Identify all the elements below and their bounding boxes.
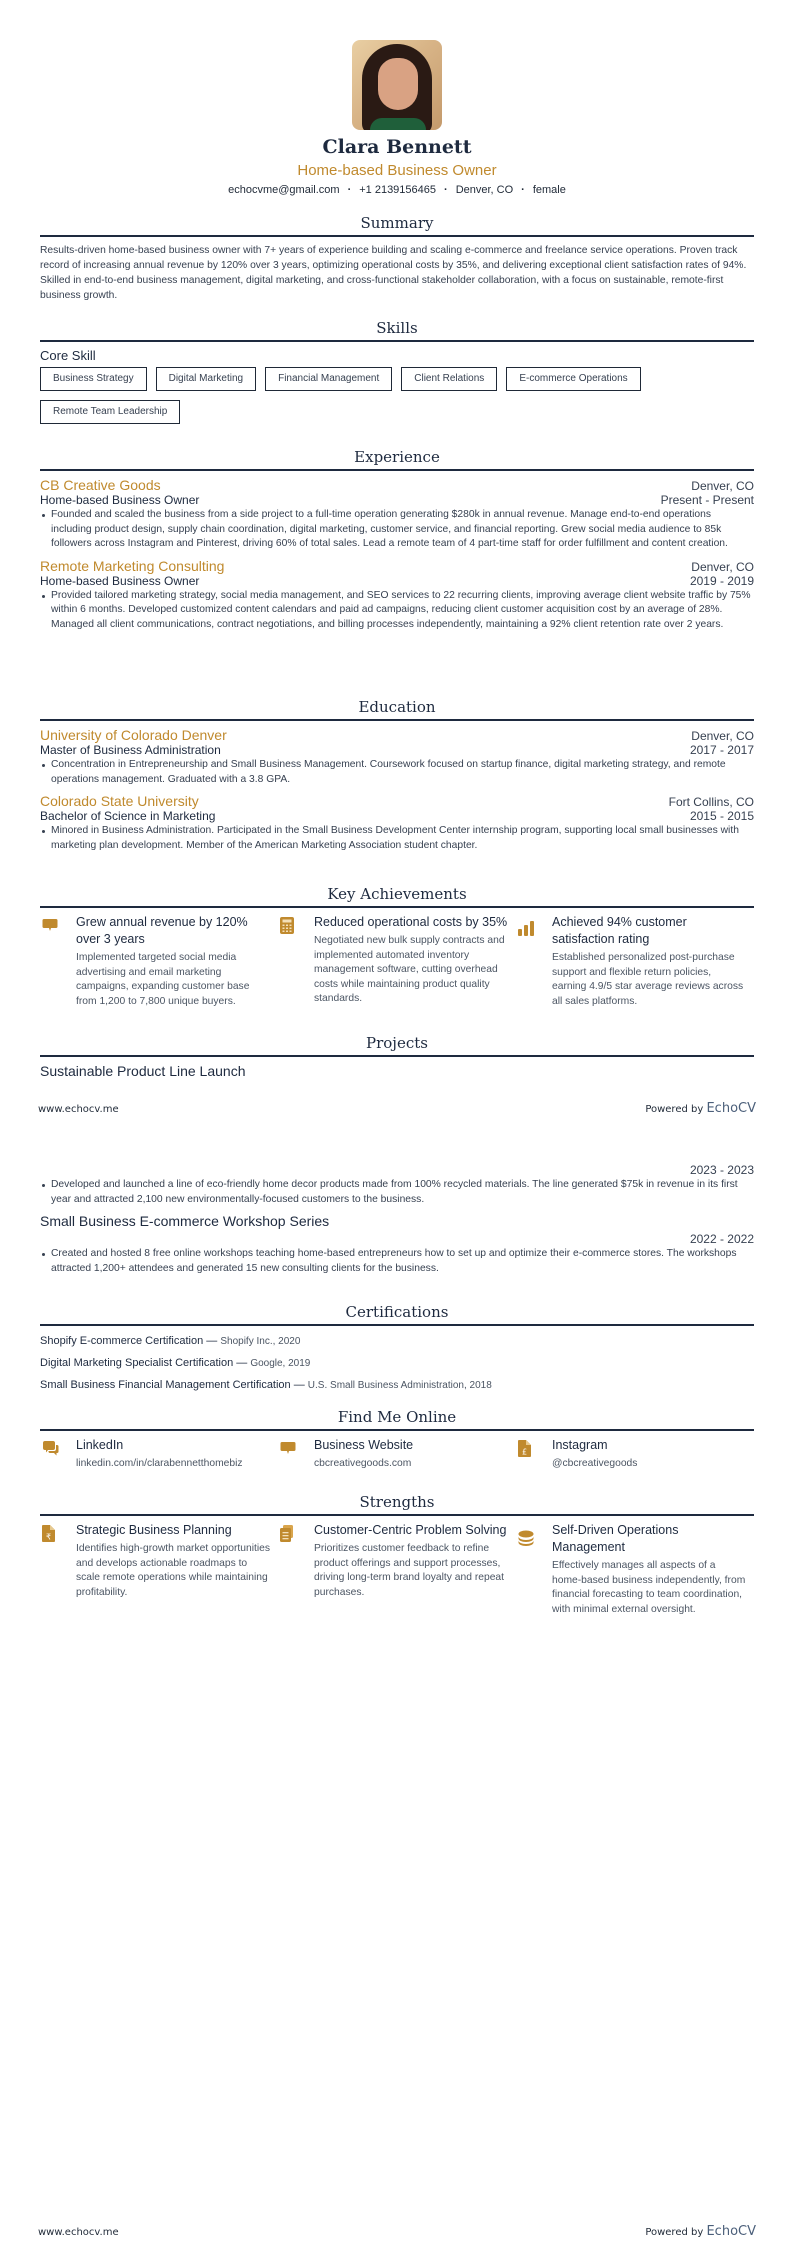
entry-location: Denver, CO bbox=[691, 479, 754, 493]
svg-text:₹: ₹ bbox=[45, 1532, 52, 1542]
cert-issuer: U.S. Small Business Administration, 2018 bbox=[307, 1380, 492, 1391]
entry-location: Denver, CO bbox=[691, 729, 754, 743]
separator-dash: — bbox=[293, 1379, 305, 1391]
skills-section bbox=[40, 319, 754, 424]
online-link-value[interactable]: linkedin.com/in/clarabennetthomebiz bbox=[76, 1458, 243, 1469]
skill-chip: Financial Management bbox=[265, 367, 392, 391]
online-link-item[interactable] bbox=[40, 1437, 278, 1472]
footer-site-link[interactable]: www.echocv.me bbox=[38, 1104, 119, 1115]
strength-desc: Prioritizes customer feedback to refine product offerings and support processes, driving long-term brand loyalty and repeat purchases. bbox=[314, 1543, 505, 1598]
contact-email[interactable]: echocvme@gmail.com bbox=[228, 184, 340, 196]
online-link-item[interactable] bbox=[516, 1437, 754, 1472]
bar-chart-icon bbox=[516, 914, 552, 1009]
strength-title: Customer-Centric Problem Solving bbox=[314, 1523, 507, 1537]
pound-file-icon bbox=[516, 1437, 552, 1472]
contact-location: Denver, CO bbox=[455, 184, 514, 196]
chat-bubbles-icon bbox=[40, 1437, 76, 1472]
online-link-label: Business Website bbox=[314, 1438, 414, 1452]
profile-photo bbox=[352, 40, 442, 130]
entry-bullet: Developed and launched a line of eco-friendly home decor products made from 100% recycled materials. The line generated $75k in revenue in its first year and attracted 2,100 new environmentally-focused customers to the business. bbox=[40, 1178, 754, 1207]
skill-chips bbox=[40, 367, 754, 424]
section-heading: Certifications bbox=[40, 1303, 754, 1326]
brand-logo[interactable]: EchoCV bbox=[706, 1101, 756, 1116]
footer-powered-by bbox=[645, 1101, 756, 1116]
degree: Bachelor of Science in Marketing bbox=[40, 809, 216, 823]
separator-dash: — bbox=[236, 1357, 248, 1369]
experience-entry bbox=[40, 477, 754, 552]
education-entry bbox=[40, 727, 754, 787]
section-heading: Experience bbox=[40, 448, 754, 471]
cert-name: Digital Marketing Specialist Certification bbox=[40, 1357, 234, 1369]
calculator-icon bbox=[278, 914, 314, 1009]
section-heading: Key Achievements bbox=[40, 885, 754, 908]
certifications-section bbox=[40, 1303, 754, 1400]
skill-chip: Business Strategy bbox=[40, 367, 147, 391]
school-name: University of Colorado Denver bbox=[40, 727, 227, 743]
online-link-item[interactable] bbox=[278, 1437, 516, 1472]
separator-dot: · bbox=[347, 184, 352, 196]
coin-stack-icon bbox=[516, 1522, 552, 1617]
achievement-desc: Negotiated new bulk supply contracts and implemented automated inventory management software, cutting overhead costs while maintaining product quality standards. bbox=[314, 935, 505, 1004]
certification-item bbox=[40, 1378, 754, 1393]
certification-item bbox=[40, 1356, 754, 1371]
entry-dates: Present - Present bbox=[660, 493, 754, 507]
section-heading: Education bbox=[40, 698, 754, 721]
job-role: Home-based Business Owner bbox=[40, 493, 200, 507]
skill-chip: E-commerce Operations bbox=[506, 367, 640, 391]
powered-by-label: Powered by bbox=[645, 1104, 704, 1115]
resume-page-2 bbox=[0, 1123, 794, 2246]
strength-item bbox=[516, 1522, 754, 1617]
online-link-label: Instagram bbox=[552, 1438, 608, 1452]
achievement-item bbox=[278, 914, 516, 1009]
achievements-section bbox=[40, 885, 754, 1009]
achievement-desc: Established personalized post-purchase support and flexible return policies, earning 4.9/5 star average reviews across all sales platforms. bbox=[552, 952, 744, 1007]
speech-bubble-icon bbox=[40, 914, 76, 1009]
experience-entry bbox=[40, 558, 754, 633]
skill-chip: Remote Team Leadership bbox=[40, 400, 180, 424]
candidate-title: Home-based Business Owner bbox=[297, 162, 497, 179]
projects-section bbox=[40, 1034, 754, 1079]
company-name: CB Creative Goods bbox=[40, 477, 161, 493]
separator-dot: · bbox=[444, 184, 448, 196]
summary-text: Results-driven home-based business owner with 7+ years of experience building and scaling e-commerce and freelance service operations. Proven track record of increasing annual revenue by 120% over 3 years, optimizing operational costs by 35%, and delivering exceptional client satisfaction rates of 94%. Skilled in end-to-end business management, digital marketing, and cross-functional stakeholder collaboration, with a focus on sustainable, remote-first business growth. bbox=[40, 245, 747, 301]
skill-group-label: Core Skill bbox=[40, 348, 96, 363]
footer-site-link[interactable]: www.echocv.me bbox=[38, 2227, 119, 2238]
strength-title: Strategic Business Planning bbox=[76, 1523, 232, 1537]
achievement-title: Reduced operational costs by 35% bbox=[314, 915, 508, 929]
separator-dash: — bbox=[206, 1335, 218, 1347]
project-name: Small Business E-commerce Workshop Series bbox=[40, 1213, 330, 1229]
separator-dot: · bbox=[521, 184, 525, 196]
clipboard-list-icon bbox=[278, 1522, 314, 1617]
experience-section bbox=[40, 448, 754, 632]
projects-continued bbox=[40, 1163, 754, 1276]
entry-dates: 2019 - 2019 bbox=[689, 573, 754, 588]
entry-bullet: Concentration in Entrepreneurship and Small Business Management. Coursework focused on startup finance, digital marketing strategy, and remote operations management. Graduated with a 3.8 GPA. bbox=[40, 758, 754, 787]
contact-line bbox=[0, 184, 794, 196]
entry-dates: 2023 - 2023 bbox=[689, 1163, 754, 1177]
section-heading: Projects bbox=[40, 1034, 754, 1057]
entry-bullet: Provided tailored marketing strategy, social media management, and SEO services to 22 recurring clients, improving average client website traffic by 75% within 6 months. Developed customized content calendars and paid ad campaigns, reducing client customer acquisition cost by an average of 28%. Managed all client communications, contract negotiations, and billing processes independently, maintaining a 92% client retention rate over 2 years. bbox=[40, 589, 754, 633]
entry-location: Denver, CO bbox=[691, 559, 754, 574]
contact-gender: female bbox=[532, 184, 566, 196]
summary-section bbox=[40, 214, 754, 303]
candidate-name: Clara Bennett bbox=[322, 136, 472, 158]
entry-bullet: Created and hosted 8 free online workshops teaching home-based entrepreneurs how to set up and optimize their e-commerce stores. The workshops attracted 1,200+ attendees and generated 15 new consulting clients for the business. bbox=[40, 1247, 754, 1276]
online-link-label: LinkedIn bbox=[76, 1438, 124, 1452]
school-name: Colorado State University bbox=[40, 793, 199, 809]
company-name: Remote Marketing Consulting bbox=[40, 557, 225, 574]
entry-location: Fort Collins, CO bbox=[668, 795, 754, 809]
strength-item bbox=[40, 1522, 278, 1617]
entry-dates: 2022 - 2022 bbox=[689, 1232, 754, 1246]
cert-name: Small Business Financial Management Certification bbox=[40, 1379, 291, 1391]
strength-title: Self-Driven Operations Management bbox=[552, 1523, 679, 1554]
skill-chip: Digital Marketing bbox=[156, 367, 256, 391]
speech-bubble-icon bbox=[278, 1437, 314, 1472]
footer-powered-by bbox=[645, 2224, 756, 2239]
job-role: Home-based Business Owner bbox=[40, 573, 200, 588]
svg-text:£: £ bbox=[521, 1447, 528, 1457]
strength-desc: Effectively manages all aspects of a home-based business independently, from financial forecasting to team coordination, with minimal external oversight. bbox=[552, 1560, 746, 1615]
section-heading: Skills bbox=[40, 319, 754, 342]
brand-logo[interactable]: EchoCV bbox=[706, 2224, 756, 2239]
achievement-item bbox=[516, 914, 754, 1009]
achievement-desc: Implemented targeted social media advertising and email marketing campaigns, expanding customer base from 1,200 to 7,800 unique buyers. bbox=[76, 952, 250, 1007]
project-name: Sustainable Product Line Launch bbox=[40, 1063, 246, 1079]
strength-desc: Identifies high-growth market opportunities and develops actionable roadmaps to scale remote operations while maintaining profitability. bbox=[76, 1543, 271, 1598]
education-entry bbox=[40, 793, 754, 853]
cert-issuer: Google, 2019 bbox=[250, 1358, 311, 1369]
cert-name: Shopify E-commerce Certification bbox=[40, 1335, 204, 1347]
cert-issuer: Shopify Inc., 2020 bbox=[220, 1336, 301, 1347]
achievement-title: Grew annual revenue by 120% over 3 years bbox=[76, 915, 248, 946]
entry-dates: 2017 - 2017 bbox=[689, 743, 754, 757]
strength-item bbox=[278, 1522, 516, 1617]
entry-bullet: Minored in Business Administration. Participated in the Small Business Development Center internship program, supporting local small businesses with marketing plan development. Member of the American Marketing Association student chapter. bbox=[40, 824, 754, 853]
skill-chip: Client Relations bbox=[401, 367, 497, 391]
achievement-item bbox=[40, 914, 278, 1009]
contact-phone[interactable]: +1 2139156465 bbox=[359, 184, 437, 196]
achievement-title: Achieved 94% customer satisfaction rating bbox=[552, 915, 687, 946]
powered-by-label: Powered by bbox=[645, 2227, 704, 2238]
section-heading: Find Me Online bbox=[40, 1408, 754, 1431]
education-section bbox=[40, 698, 754, 853]
strengths-section bbox=[40, 1493, 754, 1617]
section-heading: Strengths bbox=[40, 1493, 754, 1516]
section-heading: Summary bbox=[40, 214, 754, 237]
online-section bbox=[40, 1408, 754, 1472]
certification-item bbox=[40, 1334, 754, 1349]
file-rupee-icon bbox=[40, 1522, 76, 1617]
entry-dates: 2015 - 2015 bbox=[689, 809, 754, 823]
degree: Master of Business Administration bbox=[40, 743, 221, 757]
online-link-value[interactable]: @cbcreativegoods bbox=[552, 1458, 638, 1469]
entry-bullet: Founded and scaled the business from a side project to a full-time operation generating $280k in annual revenue. Manage end-to-end operations including product design, supply chain coordination, digital marketing, customer service, and financial reporting. Grew social media audience to 85k followers across Instagram and Pinterest, driving 60% of total sales. Lead a remote team of 4 part-time staff for order fulfillment and content creation. bbox=[40, 508, 754, 552]
online-link-value[interactable]: cbcreativegoods.com bbox=[314, 1458, 412, 1469]
